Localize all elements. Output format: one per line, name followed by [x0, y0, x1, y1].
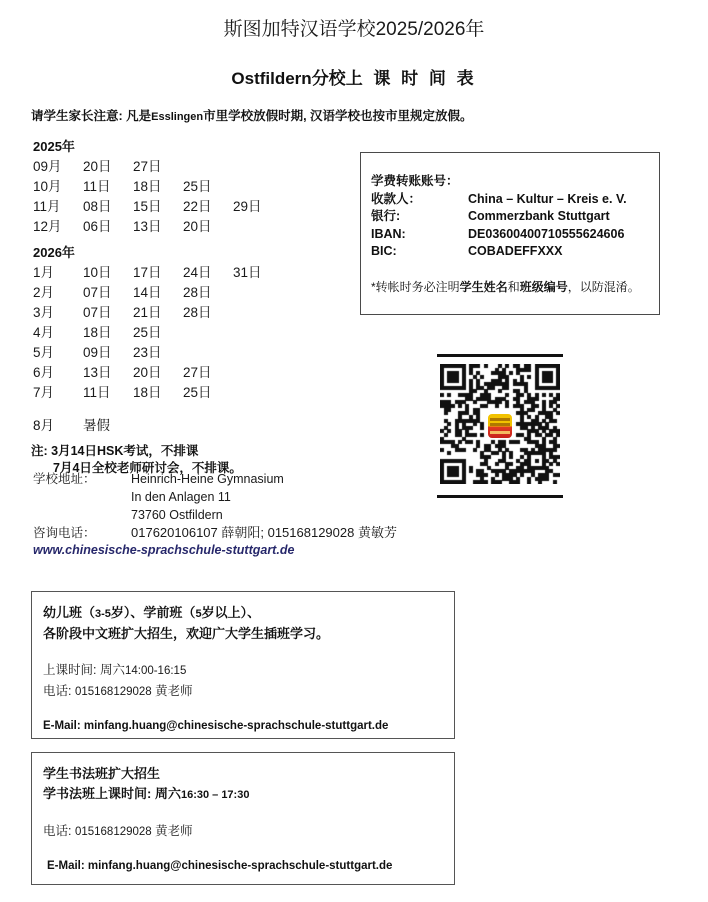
- schedule-day: [233, 341, 283, 361]
- schedule-day: [233, 361, 283, 381]
- summer-label: 暑假: [83, 418, 110, 433]
- calligraphy-phone-person: 黄老师: [151, 824, 193, 838]
- bank-iban-label: IBAN:: [371, 226, 406, 241]
- qr-top-bar: [437, 354, 563, 357]
- notice-to-parents: [31, 106, 473, 124]
- schedule-day: [233, 321, 283, 341]
- notice-city: Esslingen: [151, 111, 204, 123]
- kids-head-age-2: 5: [195, 608, 202, 620]
- enrollment-box-kids: [31, 591, 455, 739]
- schedule-day: [233, 215, 283, 235]
- schedule-month: 3月: [33, 305, 55, 320]
- schedule-month: 5月: [33, 345, 55, 360]
- schedule-row: [33, 155, 283, 175]
- calligraphy-phone: [43, 821, 454, 842]
- schedule-day: 11日: [83, 179, 111, 194]
- bank-payee-value: China – Kultur – Kreis e. V.: [468, 191, 627, 206]
- kids-phone-person: 黄老师: [151, 684, 193, 698]
- address-label: 学校地址：: [33, 472, 96, 486]
- bank-bic-label: BIC:: [371, 244, 397, 258]
- schedule-month: 4月: [33, 325, 55, 340]
- schedule-day: 22日: [183, 199, 212, 214]
- summer-vacation-row: [33, 414, 110, 434]
- page-subtitle: [0, 64, 708, 89]
- year-label-2026: 2026年: [33, 245, 75, 260]
- subtitle-spaced: 上 课 时 间 表: [345, 69, 477, 88]
- schedule-month: 11月: [33, 199, 61, 214]
- kids-head-a: 幼儿班（: [43, 605, 96, 620]
- kids-head-line-2: 各阶段中文班扩大招生，欢迎广大学生插班学习。: [43, 626, 330, 641]
- schedule-month: 7月: [33, 385, 55, 400]
- schedule-day: 13日: [83, 365, 112, 380]
- qr-bottom-bar: [437, 495, 563, 498]
- footnote-pre: *转帐时务必注明: [371, 279, 460, 294]
- kids-time-label: 上课时间: 周六: [43, 663, 125, 677]
- schedule-day: 08日: [83, 199, 112, 214]
- footnote-bold-1: 学生姓名: [459, 279, 508, 294]
- address-row-1: [33, 470, 397, 488]
- phone-label: 咨询电话：: [33, 526, 96, 540]
- website-link[interactable]: www.chinesische-sprachschule-stuttgart.de: [33, 543, 295, 557]
- schedule-row: [33, 175, 283, 195]
- schedule-day: 09日: [83, 345, 112, 360]
- schedule-month: 12月: [33, 219, 62, 234]
- kids-head-age-1: 3-5: [95, 608, 111, 620]
- schedule-day: 25日: [183, 179, 212, 194]
- address-row-2: [33, 488, 397, 506]
- bank-name-label: 银行:: [371, 209, 401, 223]
- schedule-day: [233, 155, 283, 175]
- schedule-day: [233, 281, 283, 301]
- bank-payee-label: 收款人：: [371, 191, 422, 206]
- schedule-day: 23日: [133, 345, 162, 360]
- schedule-day: [183, 155, 233, 175]
- address-row-3: [33, 506, 397, 524]
- schedule-day: [183, 341, 233, 361]
- schedule-row: [33, 215, 283, 235]
- calligraphy-time-value: 16:30 – 17:30: [180, 789, 250, 801]
- kids-time-value: 14:00-16:15: [124, 665, 187, 677]
- schedule-day: 28日: [183, 285, 212, 300]
- schedule-row: [33, 321, 283, 341]
- kids-head-c: 岁以上）、: [201, 605, 261, 620]
- schedule-row: [33, 281, 283, 301]
- schedule-row: [33, 261, 283, 281]
- phone-row: [33, 524, 397, 542]
- schedule-day: 20日: [83, 159, 112, 174]
- calligraphy-phone-value: 015168129028: [74, 826, 152, 838]
- schedule-day: 14日: [133, 285, 162, 300]
- schedule-day: 21日: [133, 305, 162, 320]
- notice-suffix: 市里学校放假时期, 汉语学校也按市里规定放假。: [203, 109, 473, 123]
- address-spacer-1: [33, 488, 131, 506]
- schedule-month: 2月: [33, 285, 55, 300]
- schedule-month: 1月: [33, 265, 55, 280]
- bank-name-value: Commerzbank Stuttgart: [468, 209, 610, 223]
- schedule-row: [33, 195, 283, 215]
- note-line-2: 7月4日全校老师研讨会，不排课。: [53, 461, 242, 475]
- schedule-month: 10月: [33, 179, 62, 194]
- wechat-qr-code: [433, 352, 567, 500]
- calligraphy-head-line-1: 学生书法班扩大招生: [43, 766, 161, 781]
- subtitle-latin: Ostfildern: [231, 69, 312, 88]
- footnote-post: ，以防混淆。: [567, 279, 640, 294]
- enrollment-box-calligraphy: [31, 752, 455, 885]
- calligraphy-time-label: 学书法班上课时间: 周六: [43, 786, 181, 801]
- schedule-day: [183, 321, 233, 341]
- schedule-day: 07日: [83, 285, 112, 300]
- schedule-month: 6月: [33, 365, 55, 380]
- schedule-day: [233, 301, 283, 321]
- schedule-day: 20日: [183, 219, 212, 234]
- kids-phone-label: 电话:: [43, 684, 75, 698]
- schedule-row: [33, 341, 283, 361]
- bank-footnote: [371, 278, 659, 295]
- schedule-row: [33, 381, 283, 401]
- summer-month: 8月: [33, 418, 55, 433]
- schedule-day: 17日: [133, 265, 162, 280]
- bank-iban-row: [371, 226, 659, 244]
- schedule-day: [233, 381, 283, 401]
- schedule-day: 06日: [83, 219, 112, 234]
- page-title: 斯图加特汉语学校2025/2026年: [223, 19, 485, 40]
- schedule-day: 25日: [183, 385, 212, 400]
- calligraphy-phone-label: 电话:: [43, 824, 75, 838]
- calligraphy-email[interactable]: E-Mail: minfang.huang@chinesische-sprachschule-stuttgart.de: [47, 860, 393, 872]
- kids-head-line-1: [43, 603, 454, 624]
- phone-value: 017620106107 薛朝阳; 015168129028 黄敏芳: [131, 525, 397, 540]
- address-spacer-2: [33, 506, 131, 524]
- footnote-mid: 和: [507, 279, 520, 294]
- bank-heading-row: [371, 173, 659, 191]
- schedule-row: [33, 301, 283, 321]
- bank-bic-row: [371, 243, 659, 261]
- schedule-month: 09月: [33, 159, 62, 174]
- address-line-2: In den Anlagen 11: [131, 490, 231, 504]
- schedule-day: 07日: [83, 305, 112, 320]
- bank-payee-row: [371, 191, 659, 209]
- calligraphy-head-line-2: [43, 784, 454, 805]
- schedule-day: 28日: [183, 305, 212, 320]
- schedule-day: 13日: [133, 219, 162, 234]
- notice-prefix: 请学生家长注意: 凡是: [31, 109, 152, 123]
- schedule-day: 29日: [233, 199, 262, 214]
- schedule-day: [233, 175, 283, 195]
- schedule-day: 11日: [83, 385, 111, 400]
- address-line-1: Heinrich-Heine Gymnasium: [131, 472, 284, 486]
- schedule-day: 15日: [133, 199, 162, 214]
- schedule-day: 25日: [133, 325, 162, 340]
- note-line-1: 注: 3月14日HSK考试，不排课: [31, 444, 199, 458]
- school-address-block: [33, 470, 397, 542]
- footnote-bold-2: 班级编号: [519, 279, 568, 294]
- year-label-2025: 2025年: [33, 139, 75, 154]
- qr-center-logo-icon: [487, 413, 513, 439]
- kids-email[interactable]: E-Mail: minfang.huang@chinesische-sprachschule-stuttgart.de: [43, 720, 389, 732]
- schedule-table-2025: [33, 155, 283, 235]
- schedule-day: 27日: [133, 159, 162, 174]
- schedule-table-2026: [33, 261, 283, 401]
- schedule-day: 20日: [133, 365, 162, 380]
- kids-head-b: 岁）、学前班（: [110, 605, 196, 620]
- schedule-row: [33, 361, 283, 381]
- bank-name-row: [371, 208, 659, 226]
- subtitle-cn: 分校: [311, 69, 346, 88]
- kids-phone: [43, 681, 454, 702]
- bank-iban-value: DE03600400710555624606: [468, 226, 625, 241]
- schedule-day: 10日: [83, 265, 112, 280]
- schedule-day: 27日: [183, 365, 212, 380]
- bank-bic-value: COBADEFFXXX: [468, 244, 563, 258]
- address-line-3: 73760 Ostfildern: [131, 508, 223, 522]
- bank-transfer-box: [360, 152, 660, 315]
- schedule-day: 18日: [133, 179, 162, 194]
- schedule-day: 18日: [83, 325, 112, 340]
- bank-heading: 学费转账账号：: [371, 174, 459, 188]
- kids-phone-value: 015168129028: [74, 686, 152, 698]
- schedule-day: 31日: [233, 265, 262, 280]
- kids-class-time: [43, 660, 454, 681]
- schedule-day: 24日: [183, 265, 212, 280]
- schedule-day: 18日: [133, 385, 162, 400]
